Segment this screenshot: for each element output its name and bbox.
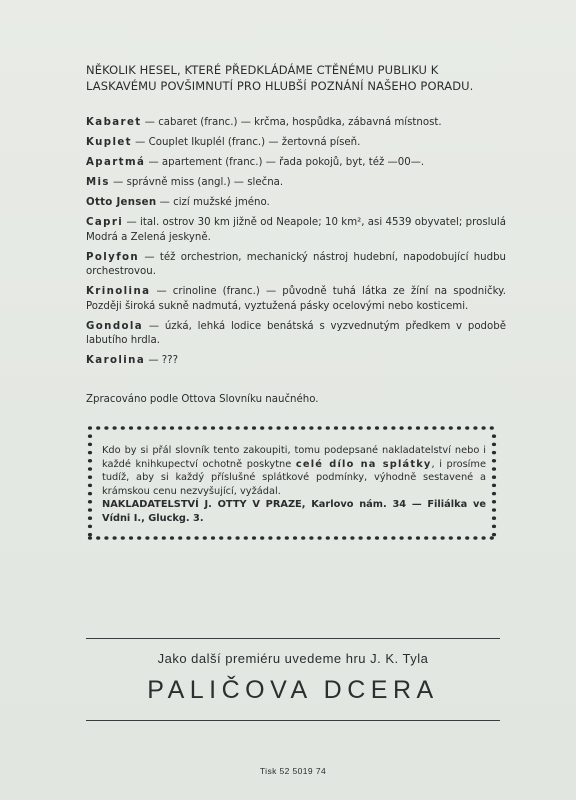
border-dot bbox=[492, 492, 496, 496]
border-dot bbox=[326, 426, 330, 430]
advertisement-body-1: Kdo by si přál slovník tento zakoupiti, tomu podepsané nakladatelství nebo i každé knihkupectví ochotně poskytne bbox=[102, 445, 486, 470]
bottom-divider bbox=[86, 720, 500, 721]
border-dot bbox=[334, 536, 338, 540]
glossary-term: Apartmá bbox=[86, 157, 146, 168]
border-dot bbox=[277, 426, 281, 430]
border-dot bbox=[350, 536, 354, 540]
border-dot bbox=[88, 525, 92, 529]
glossary-entry-krinolina bbox=[86, 285, 506, 314]
border-dot bbox=[492, 508, 496, 512]
border-dot bbox=[408, 426, 412, 430]
publisher-address: NAKLADATELSTVÍ J. OTTY V PRAZE, Karlovo nám. 34 — Filiálka ve Vídni I., Gluckg. 3. bbox=[102, 499, 486, 524]
glossary-entry-kuplet bbox=[86, 136, 506, 151]
border-dot bbox=[154, 426, 158, 430]
border-dot bbox=[244, 536, 248, 540]
intro-heading: NĚKOLIK HESEL, KTERÉ PŘEDKLÁDÁME CTĚNÉMU PUBLIKU K LASKAVÉMU POVŠIMNUTÍ PRO HLUBŠÍ POZNÁNÍ NAŠEHO PORADU. bbox=[86, 63, 474, 93]
border-dot bbox=[449, 536, 453, 540]
advertisement-text bbox=[102, 444, 486, 526]
border-dot bbox=[309, 426, 313, 430]
border-dot bbox=[457, 536, 461, 540]
border-dot bbox=[285, 426, 289, 430]
border-dot bbox=[293, 426, 297, 430]
glossary-entry-apartma bbox=[86, 156, 506, 171]
border-dot bbox=[88, 426, 92, 430]
glossary-entry-gondola bbox=[86, 320, 506, 349]
border-dot bbox=[186, 536, 190, 540]
border-dot bbox=[88, 475, 92, 479]
border-dot bbox=[227, 426, 231, 430]
glossary-entry-kabaret bbox=[86, 116, 506, 131]
border-dot bbox=[318, 426, 322, 430]
border-dot bbox=[359, 536, 363, 540]
border-dot bbox=[400, 426, 404, 430]
border-dot bbox=[367, 426, 371, 430]
print-code: Tisk 52 5019 74 bbox=[259, 766, 327, 776]
border-dot bbox=[137, 536, 141, 540]
border-dot bbox=[277, 536, 281, 540]
border-dot bbox=[88, 484, 92, 488]
border-dot bbox=[326, 536, 330, 540]
border-dot bbox=[391, 426, 395, 430]
border-dot bbox=[170, 536, 174, 540]
border-dot bbox=[227, 536, 231, 540]
glossary-definition: — ital. ostrov 30 km jižně od Neapole; 10 km², asi 4539 obyvatel; proslulá Modrá a Zelená jeskyně. bbox=[86, 217, 506, 243]
glossary-definition: — úzká, lehká lodice benátská s vyzvednutým předkem v podobě labutího hrdla. bbox=[86, 320, 506, 346]
border-dot bbox=[268, 426, 272, 430]
border-dot bbox=[492, 434, 496, 438]
glossary-definition: — též orchestrion, mechanický nástroj hudební, napodobující hudbu orchestrovou. bbox=[86, 251, 506, 277]
border-dot bbox=[492, 475, 496, 479]
border-dot bbox=[162, 536, 166, 540]
glossary-term: Polyfon bbox=[86, 251, 140, 263]
border-dot bbox=[492, 516, 496, 520]
glossary-term: Gondola bbox=[86, 320, 144, 332]
border-dot bbox=[473, 536, 477, 540]
border-dot bbox=[260, 426, 264, 430]
border-dot bbox=[457, 426, 461, 430]
border-dot bbox=[137, 426, 141, 430]
glossary-definition: — ??? bbox=[145, 355, 178, 366]
glossary-entry-capri bbox=[86, 216, 506, 245]
border-dot bbox=[383, 426, 387, 430]
border-dot bbox=[416, 426, 420, 430]
border-dot bbox=[96, 426, 100, 430]
glossary-list bbox=[86, 116, 506, 374]
advertisement-body-2: , i prosíme tudíž, aby si každý příslušné splátkové podmínky, výhodně sestavené a krámskou cenu nezvyšující, vyžádal. bbox=[102, 458, 486, 497]
border-dot bbox=[162, 426, 166, 430]
border-dot bbox=[490, 536, 494, 540]
border-dot bbox=[473, 426, 477, 430]
border-dot bbox=[219, 426, 223, 430]
advertisement-box bbox=[86, 424, 498, 542]
border-dot bbox=[416, 536, 420, 540]
border-dot bbox=[432, 536, 436, 540]
border-dot bbox=[88, 492, 92, 496]
border-dot bbox=[88, 516, 92, 520]
border-dot bbox=[492, 467, 496, 471]
glossary-entry-karolina bbox=[86, 354, 506, 369]
border-dot bbox=[88, 434, 92, 438]
border-dot bbox=[88, 451, 92, 455]
glossary-definition: — správně miss (angl.) — slečna. bbox=[109, 177, 284, 188]
border-dot bbox=[129, 536, 133, 540]
border-dot bbox=[359, 426, 363, 430]
border-dot bbox=[203, 536, 207, 540]
glossary-entry-mis bbox=[86, 176, 506, 191]
border-dot bbox=[492, 500, 496, 504]
border-dot bbox=[154, 536, 158, 540]
border-dot bbox=[424, 426, 428, 430]
glossary-entry-otto-jensen bbox=[86, 196, 506, 211]
border-dot bbox=[334, 426, 338, 430]
border-dot bbox=[490, 426, 494, 430]
border-dot bbox=[293, 536, 297, 540]
announcement-text: Jako další premiéru uvedeme hru J. K. Tyla bbox=[157, 651, 429, 666]
glossary-entry-polyfon bbox=[86, 251, 506, 280]
border-dot bbox=[492, 459, 496, 463]
border-dot bbox=[113, 536, 117, 540]
border-dot bbox=[104, 426, 108, 430]
border-dot bbox=[441, 536, 445, 540]
border-dot bbox=[391, 536, 395, 540]
border-dot bbox=[88, 500, 92, 504]
border-dot bbox=[104, 536, 108, 540]
border-dot bbox=[145, 536, 149, 540]
glossary-term: Karolina bbox=[86, 355, 146, 366]
border-dot bbox=[383, 536, 387, 540]
border-dot bbox=[178, 426, 182, 430]
glossary-term: Kuplet bbox=[86, 137, 132, 148]
border-dot bbox=[252, 536, 256, 540]
border-dot bbox=[178, 536, 182, 540]
border-dot bbox=[432, 426, 436, 430]
border-dot bbox=[367, 536, 371, 540]
border-dot bbox=[482, 426, 486, 430]
border-dot bbox=[88, 467, 92, 471]
glossary-definition: — Couplet Ikuplél (franc.) — žertovná píseň. bbox=[131, 137, 361, 148]
border-dot bbox=[375, 426, 379, 430]
glossary-term: Otto Jensen bbox=[86, 197, 157, 208]
border-dot bbox=[465, 426, 469, 430]
border-dot bbox=[236, 536, 240, 540]
border-dot bbox=[492, 484, 496, 488]
border-dot bbox=[441, 426, 445, 430]
border-dot bbox=[408, 536, 412, 540]
glossary-term: Mis bbox=[86, 177, 110, 188]
border-dot bbox=[252, 426, 256, 430]
border-dot bbox=[88, 459, 92, 463]
border-dot bbox=[492, 451, 496, 455]
border-dot bbox=[342, 536, 346, 540]
border-dot bbox=[219, 536, 223, 540]
border-dot bbox=[492, 525, 496, 529]
border-dot bbox=[145, 426, 149, 430]
border-dot bbox=[268, 536, 272, 540]
glossary-term: Krinolina bbox=[86, 286, 151, 297]
glossary-term: Capri bbox=[86, 217, 124, 228]
glossary-definition: — cabaret (franc.) — krčma, hospůdka, zábavná místnost. bbox=[141, 117, 442, 128]
border-dot bbox=[465, 536, 469, 540]
border-dot bbox=[96, 536, 100, 540]
border-dot bbox=[400, 536, 404, 540]
border-dot bbox=[260, 536, 264, 540]
border-dot bbox=[88, 443, 92, 447]
source-note: Zpracováno podle Ottova Slovníku naučného. bbox=[86, 394, 319, 405]
border-dot bbox=[88, 508, 92, 512]
border-dot bbox=[309, 536, 313, 540]
border-dot bbox=[88, 536, 92, 540]
border-dot bbox=[195, 426, 199, 430]
border-dot bbox=[88, 533, 92, 537]
border-dot bbox=[350, 426, 354, 430]
glossary-definition: — apartement (franc.) — řada pokojů, byt, též —00—. bbox=[145, 157, 425, 168]
border-dot bbox=[424, 536, 428, 540]
border-dot bbox=[492, 533, 496, 537]
border-dot bbox=[203, 426, 207, 430]
border-dot bbox=[236, 426, 240, 430]
top-divider bbox=[86, 638, 500, 639]
border-dot bbox=[211, 426, 215, 430]
glossary-term: Kabaret bbox=[86, 117, 142, 128]
border-dot bbox=[285, 536, 289, 540]
border-dot bbox=[375, 536, 379, 540]
advertisement-emphasis: celé dílo na splátky bbox=[295, 458, 432, 470]
border-dot bbox=[492, 443, 496, 447]
border-dot bbox=[482, 536, 486, 540]
border-dot bbox=[211, 536, 215, 540]
border-dot bbox=[121, 536, 125, 540]
glossary-definition: — cizí mužské jméno. bbox=[156, 197, 270, 208]
border-dot bbox=[170, 426, 174, 430]
glossary-definition: — crinoline (franc.) — původně tuhá látka ze žíní na spodničky. Později široká sukně nadmutá, vyztužená pásky ocelovými nebo kosticemi. bbox=[86, 286, 506, 312]
border-dot bbox=[113, 426, 117, 430]
border-dot bbox=[342, 426, 346, 430]
border-dot bbox=[301, 426, 305, 430]
border-dot bbox=[301, 536, 305, 540]
border-dot bbox=[195, 536, 199, 540]
border-dot bbox=[129, 426, 133, 430]
border-dot bbox=[449, 426, 453, 430]
border-dot bbox=[186, 426, 190, 430]
border-dot bbox=[318, 536, 322, 540]
border-dot bbox=[244, 426, 248, 430]
play-title: PALIČOVA DCERA bbox=[147, 676, 439, 704]
border-dot bbox=[121, 426, 125, 430]
